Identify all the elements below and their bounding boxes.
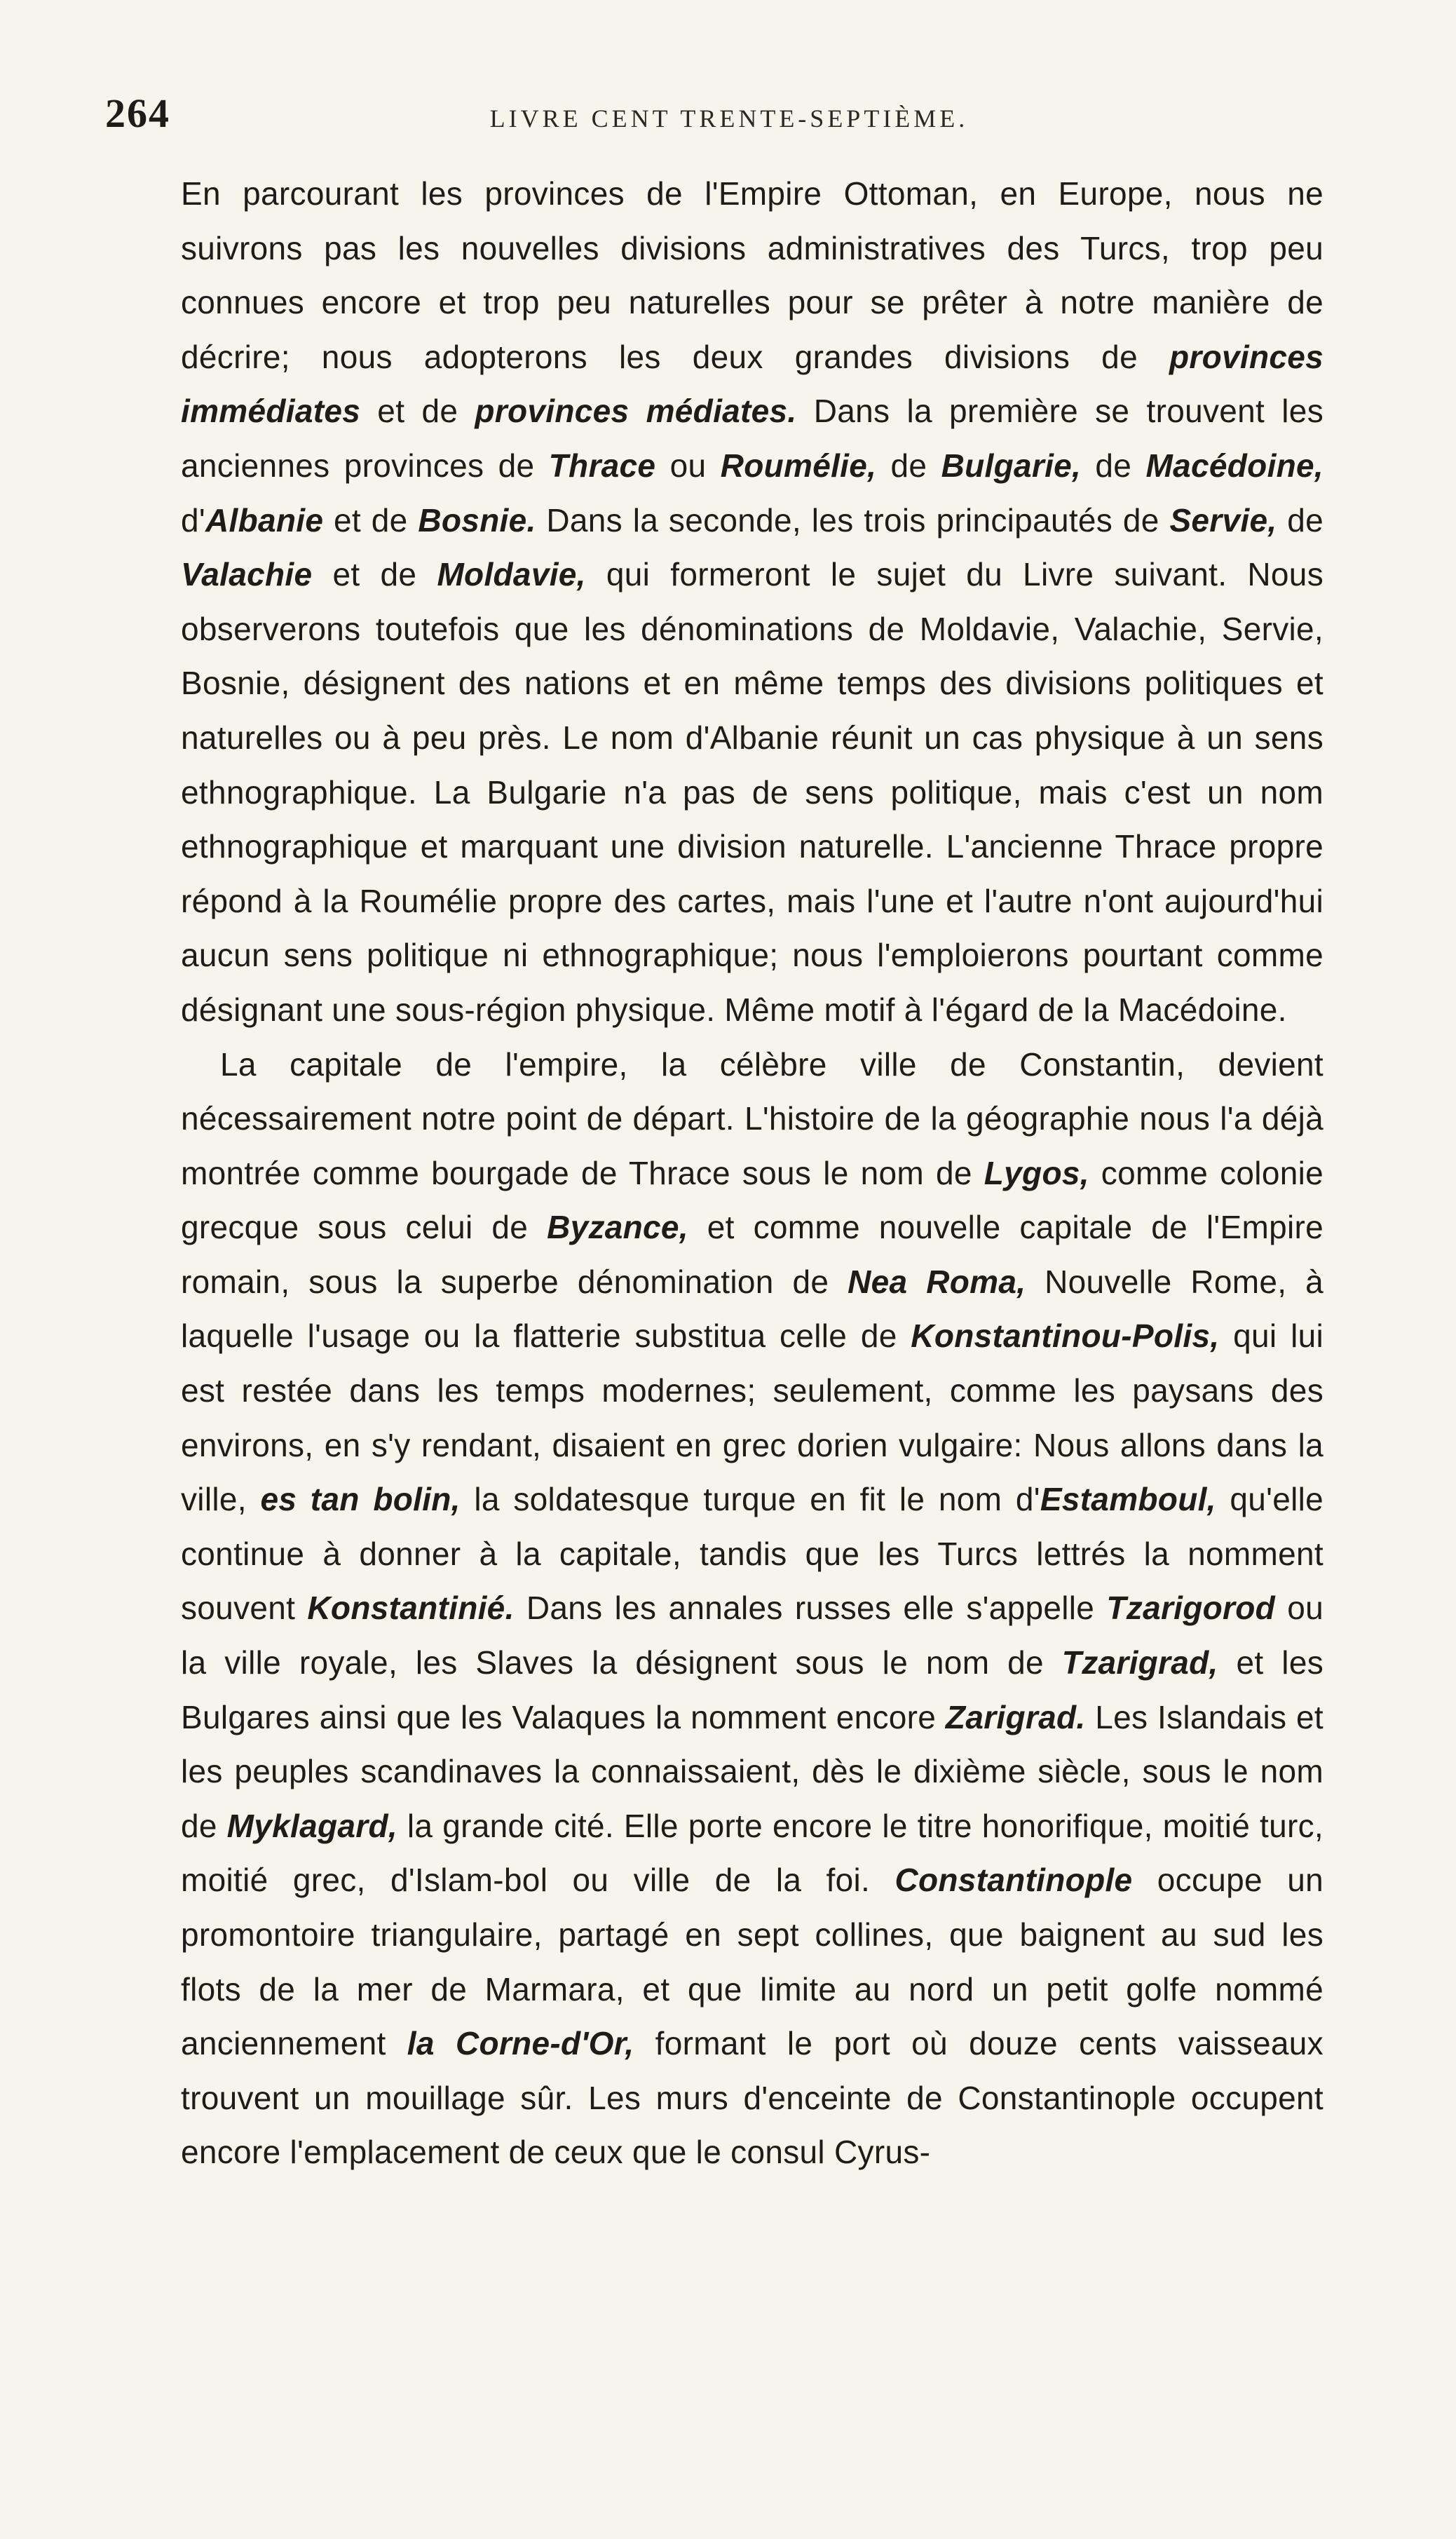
- text-run: En parcourant les provinces de l'Empire Ottoman, en Europe, nous ne suivrons pas les nouvelles divisions administratives des Turcs, trop peu connues encore et trop peu naturelles pour se prêter à notre manière de décrire; nous adopterons les deux grandes divisions de: [181, 175, 1324, 375]
- text-run: Dans la seconde, les trois principautés de: [536, 501, 1170, 539]
- italic-term: Konstantinié.: [307, 1590, 515, 1627]
- running-head: LIVRE CENT TRENTE-SEPTIÈME.: [489, 104, 969, 133]
- text-run: et de: [360, 393, 475, 430]
- italic-term: es tan bolin,: [260, 1481, 461, 1518]
- paragraph-1: [181, 167, 1324, 1038]
- text-run: de: [1081, 447, 1146, 484]
- text-run: Dans les annales russes elle s'appelle: [514, 1590, 1107, 1627]
- text-run: et de: [312, 556, 437, 593]
- text-run: qu'elle continue à donner à la capitale, tandis que les Turcs lettrés la nomment souvent: [181, 1481, 1324, 1627]
- text-run: Nouvelle Rome, à laquelle l'usage ou la flatterie substitua celle de: [181, 1263, 1324, 1355]
- italic-term: la Corne-d'Or,: [407, 2025, 634, 2062]
- text-run: occupe un promontoire triangulaire, partagé en sept collines, que baignent au sud les flots de la mer de Marmara, et que limite au nord un petit golfe nommé anciennement: [181, 1862, 1324, 2062]
- text-run: et comme nouvelle capitale de l'Empire romain, sous la superbe dénomination de: [181, 1209, 1324, 1300]
- italic-term: Albanie: [205, 501, 324, 539]
- italic-term: Myklagard,: [226, 1807, 397, 1844]
- text-run: de: [876, 447, 941, 484]
- page-header: [105, 90, 1353, 146]
- italic-term: Bulgarie,: [941, 447, 1082, 484]
- text-run: ou: [655, 447, 721, 484]
- italic-term: Byzance,: [547, 1209, 688, 1246]
- text-run: Les Islandais et les peuples scandinaves la connaissaient, dès le dixième siècle, sous le nom de: [181, 1698, 1324, 1844]
- italic-term: Macédoine,: [1145, 447, 1324, 484]
- italic-term: Konstantinou-Polis,: [911, 1318, 1220, 1355]
- page-number: 264: [105, 90, 170, 136]
- body-text: [181, 167, 1324, 2180]
- text-run: la grande cité. Elle porte encore le titre honorifique, moitié turc, moitié grec, d'Islam-bol ou ville de la foi.: [181, 1807, 1324, 1899]
- text-run: la soldatesque turque en fit le nom d': [460, 1481, 1040, 1518]
- text-run: qui lui est restée dans les temps modernes; seulement, comme les paysans des environs, en s'y rendant, disaient en grec dorien vulgaire: Nous allons dans la ville,: [181, 1318, 1324, 1518]
- text-run: et les Bulgares ainsi que les Valaques la nomment encore: [181, 1644, 1324, 1735]
- text-run: formant le port où douze cents vaisseaux trouvent un mouillage sûr. Les murs d'enceinte de Constantinople occupent encore l'emplacement de ceux que le consul Cyrus-: [181, 2025, 1324, 2171]
- italic-term: Constantinople: [894, 1862, 1133, 1899]
- text-run: ou la ville royale, les Slaves la désignent sous le nom de: [181, 1590, 1324, 1681]
- italic-term: Zarigrad.: [945, 1698, 1086, 1735]
- text-run: Dans la première se trouvent les anciennes provinces de: [181, 393, 1324, 484]
- italic-term: Tzarigrad,: [1061, 1644, 1218, 1681]
- text-run: qui formeront le sujet du Livre suivant. Nous observerons toutefois que les dénominations de Moldavie, Valachie, Servie, Bosnie, désignent des nations et en même temps des divisions politiques et naturelles ou à peu près. Le nom d'Albanie réunit un cas physique à un sens ethnographique. La Bulgarie n'a pas de sens politique, mais c'est un nom ethnographique et marquant une division naturelle. L'ancienne Thrace propre répond à la Roumélie propre des cartes, mais l'une et l'autre n'ont aujourd'hui aucun sens politique ni ethnographique; nous l'emploierons pourtant comme désignant une sous-région physique. Même motif à l'égard de la Macédoine.: [181, 556, 1324, 1028]
- text-run: et de: [323, 501, 419, 539]
- italic-term: Servie,: [1169, 501, 1277, 539]
- italic-term: Nea Roma,: [848, 1263, 1026, 1300]
- text-run: La capitale de l'empire, la célèbre ville de Constantin, devient nécessairement notre point de départ. L'histoire de la géographie nous l'a déjà montrée comme bourgade de Thrace sous le nom de: [181, 1045, 1324, 1191]
- italic-term: Estamboul,: [1040, 1481, 1216, 1518]
- italic-term: Moldavie,: [437, 556, 586, 593]
- italic-term: Bosnie.: [418, 501, 536, 539]
- italic-term: Tzarigorod: [1106, 1590, 1276, 1627]
- italic-term: Thrace: [548, 447, 656, 484]
- text-run: de: [1277, 501, 1324, 539]
- text-run: comme colonie grecque sous celui de: [181, 1154, 1324, 1246]
- paragraph-2: [181, 1038, 1324, 2180]
- text-run: d': [181, 501, 205, 539]
- italic-term: provinces médiates.: [475, 393, 797, 430]
- italic-term: Valachie: [181, 556, 313, 593]
- italic-term: Roumélie,: [720, 447, 877, 484]
- italic-term: provinces immédiates: [181, 338, 1324, 430]
- italic-term: Lygos,: [984, 1154, 1089, 1191]
